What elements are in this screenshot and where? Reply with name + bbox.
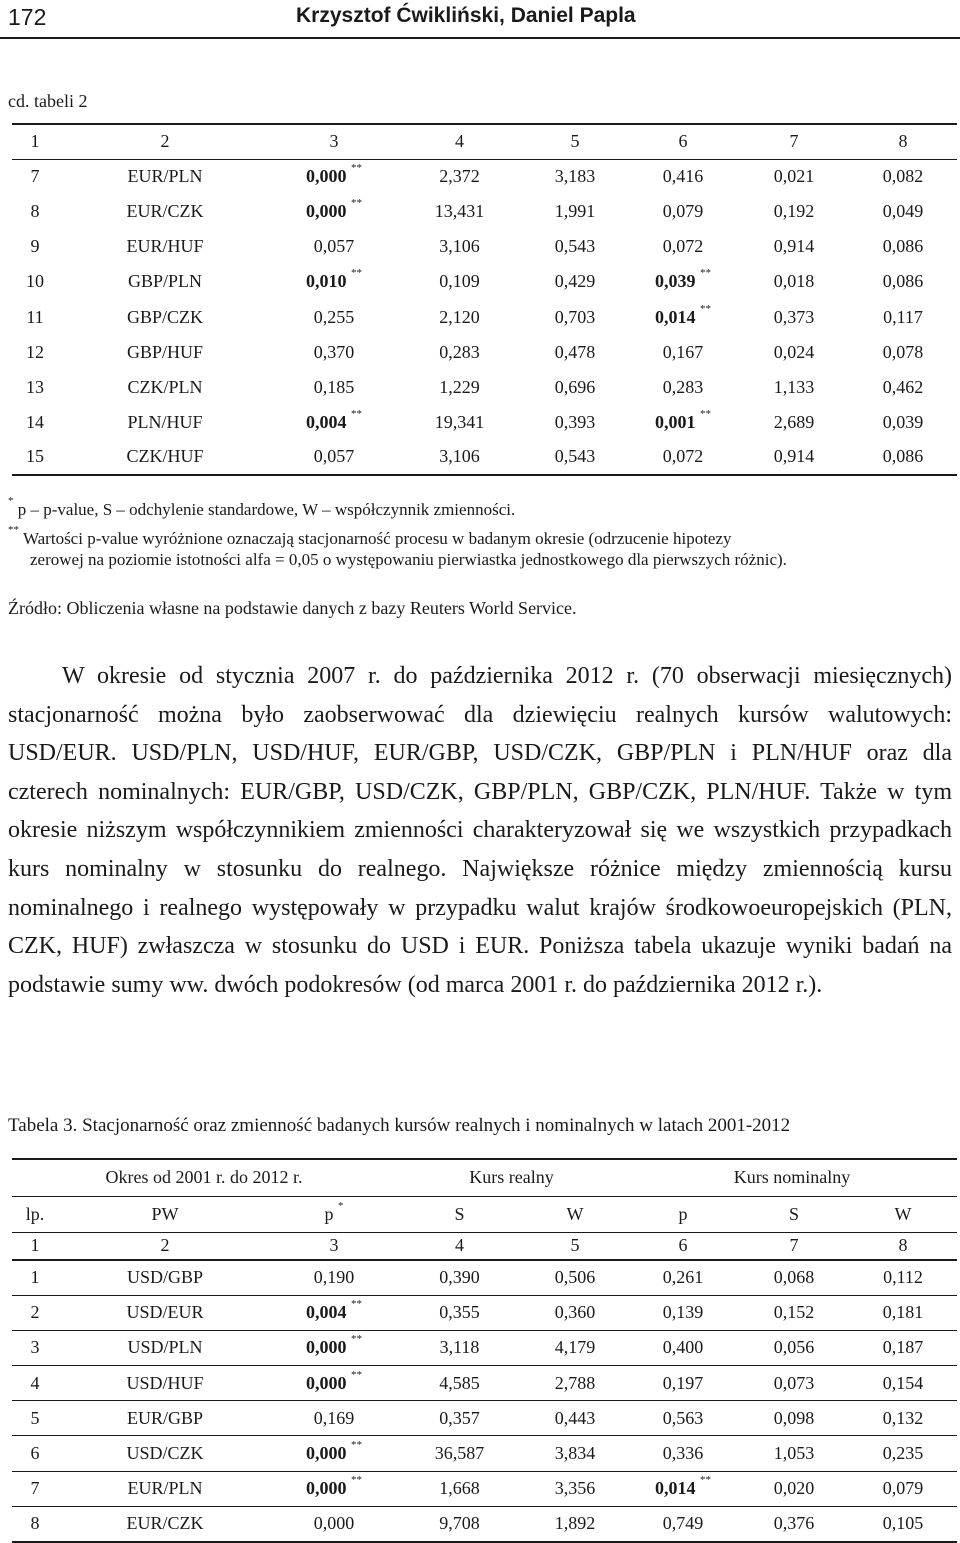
p-value-nominal: 0,014 ** bbox=[655, 302, 711, 327]
header-rule bbox=[0, 37, 960, 39]
table-3-nominal-header: Kurs nominalny bbox=[627, 1159, 957, 1196]
table-2-row bbox=[12, 264, 957, 299]
footnote-2-line2: zerowej na poziomie istotności alfa = 0,05 o występowaniu pierwiastka jednostkowego dla pierwszych różnic). bbox=[30, 550, 787, 569]
col-number: 5 bbox=[523, 1232, 627, 1260]
std-dev-real: 0,390 bbox=[396, 1260, 523, 1295]
coef-variation-real: 1,991 bbox=[554, 201, 596, 222]
std-dev-nominal: 0,024 bbox=[773, 341, 815, 362]
col-header-w-real: W bbox=[523, 1196, 627, 1232]
table-3-row bbox=[12, 1295, 957, 1330]
coef-variation-real: 3,356 bbox=[523, 1471, 627, 1506]
p-value-nominal: 0,014 ** bbox=[627, 1471, 739, 1506]
row-number: 15 bbox=[12, 440, 58, 475]
std-dev-real: 1,668 bbox=[396, 1471, 523, 1506]
row-number: 8 bbox=[30, 201, 40, 222]
row-number: 2 bbox=[12, 1295, 58, 1330]
page-number: 172 bbox=[8, 4, 47, 30]
std-dev-real: 0,355 bbox=[396, 1295, 523, 1330]
coef-variation-nominal: 0,117 bbox=[883, 306, 923, 327]
std-dev-nominal: 0,373 bbox=[773, 306, 815, 327]
col-number: 8 bbox=[849, 1232, 957, 1260]
coef-variation-real: 0,506 bbox=[523, 1260, 627, 1295]
currency-pair: USD/EUR bbox=[58, 1295, 272, 1330]
p-value-real: 0,057 bbox=[313, 236, 355, 257]
footnote-2 bbox=[8, 524, 952, 570]
table-3-row bbox=[12, 1506, 957, 1541]
significance-mark: ** bbox=[351, 1474, 362, 1487]
std-dev-nominal: 0,914 bbox=[739, 440, 849, 475]
coef-variation-real: 0,696 bbox=[554, 376, 596, 397]
std-dev-real: 0,283 bbox=[439, 341, 480, 362]
p-value-real: 0,000 ** bbox=[306, 197, 362, 222]
table-3-caption: Tabela 3. Stacjonarność oraz zmienność badanych kursów realnych i nominalnych w latach 2001-2012 bbox=[8, 1115, 791, 1136]
coef-variation-real: 0,543 bbox=[523, 440, 627, 475]
footnote-1-text: p – p-value, S – odchylenie standardowe, W – współczynnik zmienności. bbox=[17, 500, 516, 519]
col-number: 3 bbox=[272, 124, 396, 159]
std-dev-real: 9,708 bbox=[396, 1506, 523, 1541]
coef-variation-nominal: 0,086 bbox=[882, 236, 924, 257]
p-value-real: 0,004 ** bbox=[306, 407, 362, 432]
p-value-nominal: 0,039 ** bbox=[655, 267, 711, 292]
col-number: 6 bbox=[627, 1232, 739, 1260]
row-number: 9 bbox=[30, 236, 40, 257]
table-2-row bbox=[12, 405, 957, 440]
p-value-real: 0,000 ** bbox=[306, 162, 362, 187]
currency-pair: USD/GBP bbox=[58, 1260, 272, 1295]
table-2-row bbox=[12, 229, 957, 264]
coef-variation-real: 0,429 bbox=[554, 271, 596, 292]
p-value-real: 0,000 bbox=[272, 1506, 396, 1541]
coef-variation-nominal: 0,086 bbox=[882, 271, 924, 292]
std-dev-real: 3,118 bbox=[396, 1330, 523, 1365]
row-number: 14 bbox=[26, 411, 44, 432]
p-value-nominal: 0,072 bbox=[662, 236, 704, 257]
std-dev-nominal: 1,053 bbox=[739, 1436, 849, 1471]
table-source-note: Źródło: Obliczenia własne na podstawie danych z bazy Reuters World Service. bbox=[8, 598, 577, 618]
table-2-row bbox=[12, 440, 957, 475]
std-dev-nominal: 2,689 bbox=[773, 411, 815, 432]
p-value-nominal: 0,072 bbox=[627, 440, 739, 475]
footnote-1 bbox=[8, 495, 516, 520]
body-text bbox=[8, 657, 952, 1004]
row-number: 4 bbox=[12, 1366, 58, 1401]
currency-pair: EUR/PLN bbox=[58, 1471, 272, 1506]
coef-variation-real: 0,703 bbox=[554, 306, 596, 327]
col-number: 7 bbox=[739, 124, 849, 159]
significance-mark: ** bbox=[700, 1474, 711, 1487]
currency-pair: GBP/PLN bbox=[127, 271, 203, 292]
significance-mark: ** bbox=[700, 302, 711, 315]
significance-mark: ** bbox=[351, 162, 362, 175]
col-number: 1 bbox=[12, 124, 58, 159]
col-number: 8 bbox=[849, 124, 957, 159]
significance-mark: ** bbox=[700, 267, 711, 280]
currency-pair: PLN/HUF bbox=[127, 411, 203, 432]
currency-pair: CZK/HUF bbox=[58, 440, 272, 475]
coef-variation-real: 3,834 bbox=[523, 1436, 627, 1471]
table-3-row bbox=[12, 1436, 957, 1471]
col-header-p-nominal: p bbox=[627, 1196, 739, 1232]
currency-pair: EUR/PLN bbox=[127, 166, 203, 187]
p-value-real: 0,000 ** bbox=[272, 1330, 396, 1365]
footnote-1-mark: * bbox=[8, 495, 14, 507]
p-value-nominal: 0,001 ** bbox=[655, 407, 711, 432]
col-number: 4 bbox=[396, 124, 523, 159]
p-value-nominal: 0,079 bbox=[662, 201, 704, 222]
p-value-real: 0,000 ** bbox=[272, 1366, 396, 1401]
row-number: 11 bbox=[26, 306, 44, 327]
p-value-nominal: 0,749 bbox=[627, 1506, 739, 1541]
std-dev-real: 36,587 bbox=[396, 1436, 523, 1471]
p-value-nominal: 0,139 bbox=[627, 1295, 739, 1330]
table-3-number-row bbox=[12, 1232, 957, 1260]
p-value-real: 0,004 ** bbox=[272, 1295, 396, 1330]
significance-mark: ** bbox=[351, 1439, 362, 1452]
coef-variation-nominal: 0,235 bbox=[849, 1436, 957, 1471]
std-dev-real: 4,585 bbox=[396, 1366, 523, 1401]
std-dev-nominal: 0,914 bbox=[773, 236, 815, 257]
currency-pair: EUR/HUF bbox=[126, 236, 204, 257]
body-paragraph: W okresie od stycznia 2007 r. do października 2012 r. (70 obserwacji miesięcznych) stacjonarność można było zaobserwować dla dziewięciu realnych kursów walutowych: USD/EUR. USD/PLN, USD/HUF, EUR/GBP, USD/CZK, GBP/PLN i PLN/HUF oraz dla czterech nominalnych: EUR/GBP, USD/CZK, GBP/PLN, GBP/CZK, PLN/HUF. Także w tym okresie niższym współczynnikiem zmienności charakteryzował się we wszystkich przypadkach kurs nominalny w stosunku do realnego. Największe różnice między zmiennością kursu nominalnego i realnego występowały w przypadku walut krajów środkowoeuropejskich (PLN, CZK, HUF) zwłaszcza w stosunku do USD i EUR. Poniższa tabela ukazuje wyniki badań na podstawie sumy ww. dwóch podokresów (od marca 2001 r. do października 2012 r.). bbox=[8, 663, 952, 998]
table-3-period-header: Okres od 2001 r. do 2012 r. bbox=[12, 1159, 396, 1196]
table-3-column-header-row bbox=[12, 1196, 957, 1232]
coef-variation-real: 0,393 bbox=[554, 411, 596, 432]
col-number: 7 bbox=[739, 1232, 849, 1260]
currency-pair: EUR/CZK bbox=[58, 1506, 272, 1541]
page-header bbox=[0, 0, 960, 38]
coef-variation-nominal: 0,132 bbox=[849, 1401, 957, 1436]
coef-variation-real: 2,788 bbox=[523, 1366, 627, 1401]
std-dev-real: 0,109 bbox=[439, 271, 480, 292]
coef-variation-nominal: 0,079 bbox=[849, 1471, 957, 1506]
table-3-row bbox=[12, 1366, 957, 1401]
significance-mark: ** bbox=[351, 1298, 362, 1311]
row-number: 5 bbox=[12, 1401, 58, 1436]
p-value-nominal: 0,563 bbox=[627, 1401, 739, 1436]
significance-mark: ** bbox=[351, 1368, 362, 1381]
col-header-p-real: p * bbox=[272, 1196, 396, 1232]
p-value-nominal: 0,283 bbox=[662, 376, 704, 397]
coef-variation-real: 3,183 bbox=[554, 166, 596, 187]
coef-variation-nominal: 0,112 bbox=[849, 1260, 957, 1295]
footnote-2-mark: ** bbox=[8, 524, 19, 536]
coef-variation-nominal: 0,462 bbox=[882, 376, 924, 397]
std-dev-real: 3,106 bbox=[396, 440, 523, 475]
p-value-real: 0,057 bbox=[272, 440, 396, 475]
row-number: 8 bbox=[12, 1506, 58, 1541]
std-dev-nominal: 0,018 bbox=[773, 271, 815, 292]
col-number: 5 bbox=[523, 124, 627, 159]
coef-variation-nominal: 0,105 bbox=[849, 1506, 957, 1541]
table-continuation-label: cd. tabeli 2 bbox=[8, 91, 88, 111]
std-dev-nominal: 0,098 bbox=[739, 1401, 849, 1436]
coef-variation-nominal: 0,078 bbox=[882, 341, 924, 362]
p-value-real: 0,370 bbox=[313, 341, 355, 362]
p-value-real: 0,000 ** bbox=[272, 1471, 396, 1506]
significance-mark: ** bbox=[351, 267, 362, 280]
currency-pair: USD/HUF bbox=[58, 1366, 272, 1401]
table-3-real-header: Kurs realny bbox=[396, 1159, 627, 1196]
currency-pair: GBP/HUF bbox=[126, 341, 204, 362]
p-value-nominal: 0,336 bbox=[627, 1436, 739, 1471]
table-2-row bbox=[12, 194, 957, 229]
row-number: 7 bbox=[30, 166, 40, 187]
table-3-row bbox=[12, 1330, 957, 1365]
table-2-row bbox=[12, 370, 957, 405]
std-dev-nominal: 0,152 bbox=[739, 1295, 849, 1330]
table-2-header-row bbox=[12, 124, 957, 159]
col-number: 4 bbox=[396, 1232, 523, 1260]
col-number: 2 bbox=[58, 124, 272, 159]
running-title: Krzysztof Ćwikliński, Daniel Papla bbox=[296, 4, 636, 27]
coef-variation-nominal: 0,039 bbox=[882, 411, 924, 432]
std-dev-real: 2,120 bbox=[439, 306, 480, 327]
significance-mark: ** bbox=[700, 407, 711, 420]
std-dev-real: 0,357 bbox=[396, 1401, 523, 1436]
coef-variation-nominal: 0,086 bbox=[849, 440, 957, 475]
std-dev-real: 2,372 bbox=[439, 166, 480, 187]
col-header-w-nominal: W bbox=[849, 1196, 957, 1232]
p-value-real: 0,190 bbox=[272, 1260, 396, 1295]
col-number: 2 bbox=[58, 1232, 272, 1260]
p-value-real: 0,000 ** bbox=[272, 1436, 396, 1471]
row-number: 1 bbox=[12, 1260, 58, 1295]
p-value-nominal: 0,416 bbox=[662, 166, 704, 187]
coef-variation-real: 0,443 bbox=[523, 1401, 627, 1436]
coef-variation-real: 0,478 bbox=[554, 341, 596, 362]
p-value-real: 0,010 ** bbox=[306, 267, 362, 292]
currency-pair: EUR/GBP bbox=[58, 1401, 272, 1436]
coef-variation-real: 0,360 bbox=[523, 1295, 627, 1330]
coef-variation-nominal: 0,187 bbox=[849, 1330, 957, 1365]
col-header-s-nominal: S bbox=[739, 1196, 849, 1232]
table-2-row bbox=[12, 299, 957, 334]
std-dev-nominal: 0,068 bbox=[739, 1260, 849, 1295]
std-dev-nominal: 1,133 bbox=[773, 376, 815, 397]
col-header-lp: lp. bbox=[12, 1196, 58, 1232]
std-dev-nominal: 0,056 bbox=[739, 1330, 849, 1365]
table-2-row bbox=[12, 159, 957, 194]
col-header-s-real: S bbox=[396, 1196, 523, 1232]
std-dev-real: 3,106 bbox=[439, 236, 480, 257]
row-number: 12 bbox=[26, 341, 44, 362]
table-3-row bbox=[12, 1401, 957, 1436]
currency-pair: GBP/CZK bbox=[126, 306, 204, 327]
currency-pair: CZK/PLN bbox=[127, 376, 203, 397]
std-dev-nominal: 0,192 bbox=[773, 201, 815, 222]
currency-pair: USD/CZK bbox=[58, 1436, 272, 1471]
p-value-nominal: 0,167 bbox=[662, 341, 704, 362]
coef-variation-nominal: 0,154 bbox=[849, 1366, 957, 1401]
std-dev-nominal: 0,376 bbox=[739, 1506, 849, 1541]
coef-variation-nominal: 0,082 bbox=[882, 166, 924, 187]
coef-variation-real: 0,543 bbox=[554, 236, 596, 257]
p-value-nominal: 0,400 bbox=[627, 1330, 739, 1365]
row-number: 10 bbox=[26, 271, 44, 292]
coef-variation-nominal: 0,181 bbox=[849, 1295, 957, 1330]
table-3-row bbox=[12, 1260, 957, 1295]
col-number: 1 bbox=[12, 1232, 58, 1260]
std-dev-real: 19,341 bbox=[434, 411, 485, 432]
coef-variation-real: 4,179 bbox=[523, 1330, 627, 1365]
std-dev-real: 13,431 bbox=[434, 201, 485, 222]
table-3-row bbox=[12, 1471, 957, 1506]
p-value-nominal: 0,197 bbox=[627, 1366, 739, 1401]
std-dev-nominal: 0,021 bbox=[773, 166, 815, 187]
coef-variation-real: 1,892 bbox=[523, 1506, 627, 1541]
table-3-group-header-row bbox=[12, 1159, 957, 1196]
coef-variation-nominal: 0,049 bbox=[882, 201, 924, 222]
significance-mark: ** bbox=[351, 197, 362, 210]
p-value-real: 0,169 bbox=[272, 1401, 396, 1436]
col-header-pw: PW bbox=[58, 1196, 272, 1232]
row-number: 13 bbox=[26, 376, 44, 397]
table-2-row bbox=[12, 335, 957, 370]
col-number: 6 bbox=[627, 124, 739, 159]
footnote-2-line1: Wartości p-value wyróżnione oznaczają stacjonarność procesu w badanym okresie (odrzucenie hipotezy bbox=[22, 529, 732, 548]
significance-mark: ** bbox=[351, 407, 362, 420]
currency-pair: EUR/CZK bbox=[126, 201, 204, 222]
table-3 bbox=[12, 1158, 957, 1543]
std-dev-real: 1,229 bbox=[439, 376, 480, 397]
p-value-real: 0,255 bbox=[313, 306, 355, 327]
p-value-real: 0,185 bbox=[313, 376, 355, 397]
p-value-nominal: 0,261 bbox=[627, 1260, 739, 1295]
table-2-continued bbox=[12, 123, 957, 476]
col-number: 3 bbox=[272, 1232, 396, 1260]
significance-mark: ** bbox=[351, 1333, 362, 1346]
std-dev-nominal: 0,020 bbox=[739, 1471, 849, 1506]
currency-pair: USD/PLN bbox=[58, 1330, 272, 1365]
std-dev-nominal: 0,073 bbox=[739, 1366, 849, 1401]
row-number: 7 bbox=[12, 1471, 58, 1506]
row-number: 3 bbox=[12, 1330, 58, 1365]
row-number: 6 bbox=[12, 1436, 58, 1471]
